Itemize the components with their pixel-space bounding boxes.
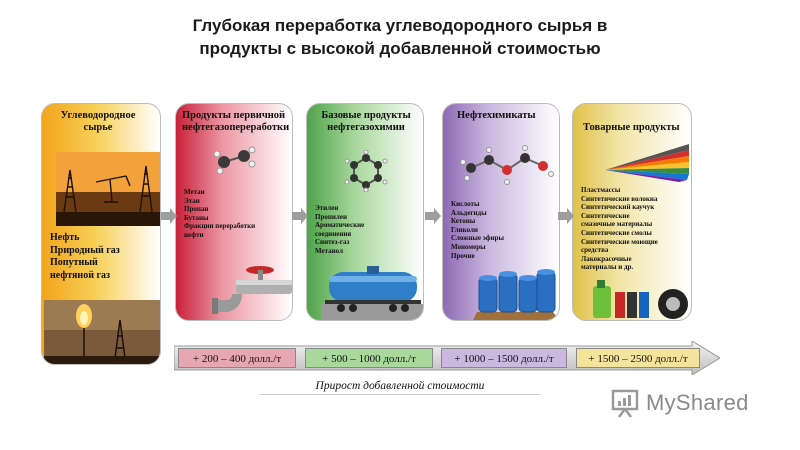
stage-heading <box>579 122 687 134</box>
stage-item: Метанол <box>315 246 344 255</box>
stage-items <box>315 204 419 256</box>
stage-item: Кетоны <box>451 217 476 226</box>
stage-item: Синтетические смолы <box>581 228 652 237</box>
stage-items <box>581 186 687 272</box>
stage-item: Пропилен <box>315 212 347 221</box>
presentation-board-icon <box>610 388 640 418</box>
benzene-molecule-icon <box>343 150 389 192</box>
stage-item: Пластмассы <box>581 186 621 194</box>
stage-heading-line-1: Продукты первичной <box>182 110 286 121</box>
stage-item: смазочные материалы <box>581 220 653 229</box>
stage-heading <box>449 110 555 122</box>
stage-item: Фракции переработки <box>184 222 256 231</box>
watermark-logo <box>610 386 749 420</box>
stage-item: соединения <box>315 229 352 238</box>
stage-heading-line-2: сырье <box>83 122 113 133</box>
title-line-2: продукты с высокой добавленной стоимостью <box>199 39 601 58</box>
chevron-right-icon <box>161 208 177 224</box>
stage-item: Бутаны <box>184 213 209 222</box>
watermark-text: MyShared <box>646 390 749 415</box>
oil-field-image <box>56 152 161 226</box>
stage-card-base-petrochemicals <box>306 103 424 321</box>
title-line-1: Глубокая переработка углеводородного сырья в <box>192 16 608 35</box>
stage-item: Лакокрасочные <box>581 254 632 263</box>
chevron-right-icon <box>558 208 574 224</box>
stage-item: Синтез-газ <box>315 238 350 247</box>
stage-item: Альдегиды <box>451 208 487 217</box>
stage-item: Метан <box>184 188 205 196</box>
chevron-right-icon <box>292 208 308 224</box>
stage-card-commercial-products <box>572 103 692 321</box>
stage-heading-line-1: Углеводородное <box>60 110 136 121</box>
stage-item: нефтяной газ <box>50 269 111 281</box>
stage-item: Прочие <box>451 251 475 260</box>
color-fan-image <box>599 140 691 182</box>
stage-heading-line-2: нефтегазохимии <box>327 122 405 133</box>
molecule-icon <box>459 144 555 190</box>
molecule-icon <box>214 144 258 174</box>
stage-item: Нефть <box>50 232 80 243</box>
stage-item: Синтетический каучук <box>581 203 655 212</box>
gas-flare-image <box>44 300 161 365</box>
stage-item: Мономеры <box>451 242 486 251</box>
stage-item: материалы и др. <box>581 263 634 272</box>
stage-item: Природный газ <box>50 244 120 256</box>
stage-card-raw-materials <box>41 103 161 365</box>
stage-item: Синтетические волокна <box>581 194 658 203</box>
stage-heading <box>182 110 288 134</box>
stage-heading <box>313 110 419 134</box>
stage-items <box>451 200 555 260</box>
price-increment-3: + 1000 – 1500 долл./т <box>441 348 567 368</box>
stage-item: средства <box>581 246 609 255</box>
barrels-image <box>473 264 559 320</box>
pipe-valve-image <box>206 256 292 320</box>
stage-card-primary-products <box>175 103 293 321</box>
value-growth-caption: Прирост добавленной стоимости <box>260 380 540 395</box>
stage-item: нефти <box>184 230 204 239</box>
stage-heading-line-1: Нефтехимикаты <box>457 110 536 121</box>
stage-item: Гликоли <box>451 225 478 234</box>
stage-item: Этан <box>184 196 200 205</box>
price-increment-1: + 200 – 400 долл./т <box>178 348 296 368</box>
stage-items <box>50 232 156 282</box>
stage-item: Кислоты <box>451 200 480 208</box>
stage-item: Синтетические <box>581 211 630 220</box>
stage-item: Ароматические <box>315 221 365 230</box>
products-image <box>587 276 691 321</box>
stage-heading-line-1: Базовые продукты <box>321 110 411 121</box>
chevron-right-icon <box>425 208 441 224</box>
stage-item: Сложные эфиры <box>451 234 504 243</box>
stage-item: Синтетические моющие <box>581 237 658 246</box>
stage-items <box>184 188 288 240</box>
price-increment-2: + 500 – 1000 долл./т <box>305 348 433 368</box>
price-increment-4: + 1500 – 2500 долл./т <box>576 348 700 368</box>
tank-car-image <box>321 264 424 320</box>
stage-item: Этилен <box>315 204 339 212</box>
stage-heading-line-1: Товарные продукты <box>583 122 680 133</box>
stage-heading-line-2: нефтегазопереработки <box>182 122 290 133</box>
stage-item: Попутный <box>50 257 98 268</box>
stage-item: Пропан <box>184 205 209 214</box>
stage-heading <box>48 110 148 134</box>
stage-card-petrochemicals <box>442 103 560 321</box>
page-title <box>0 14 800 60</box>
